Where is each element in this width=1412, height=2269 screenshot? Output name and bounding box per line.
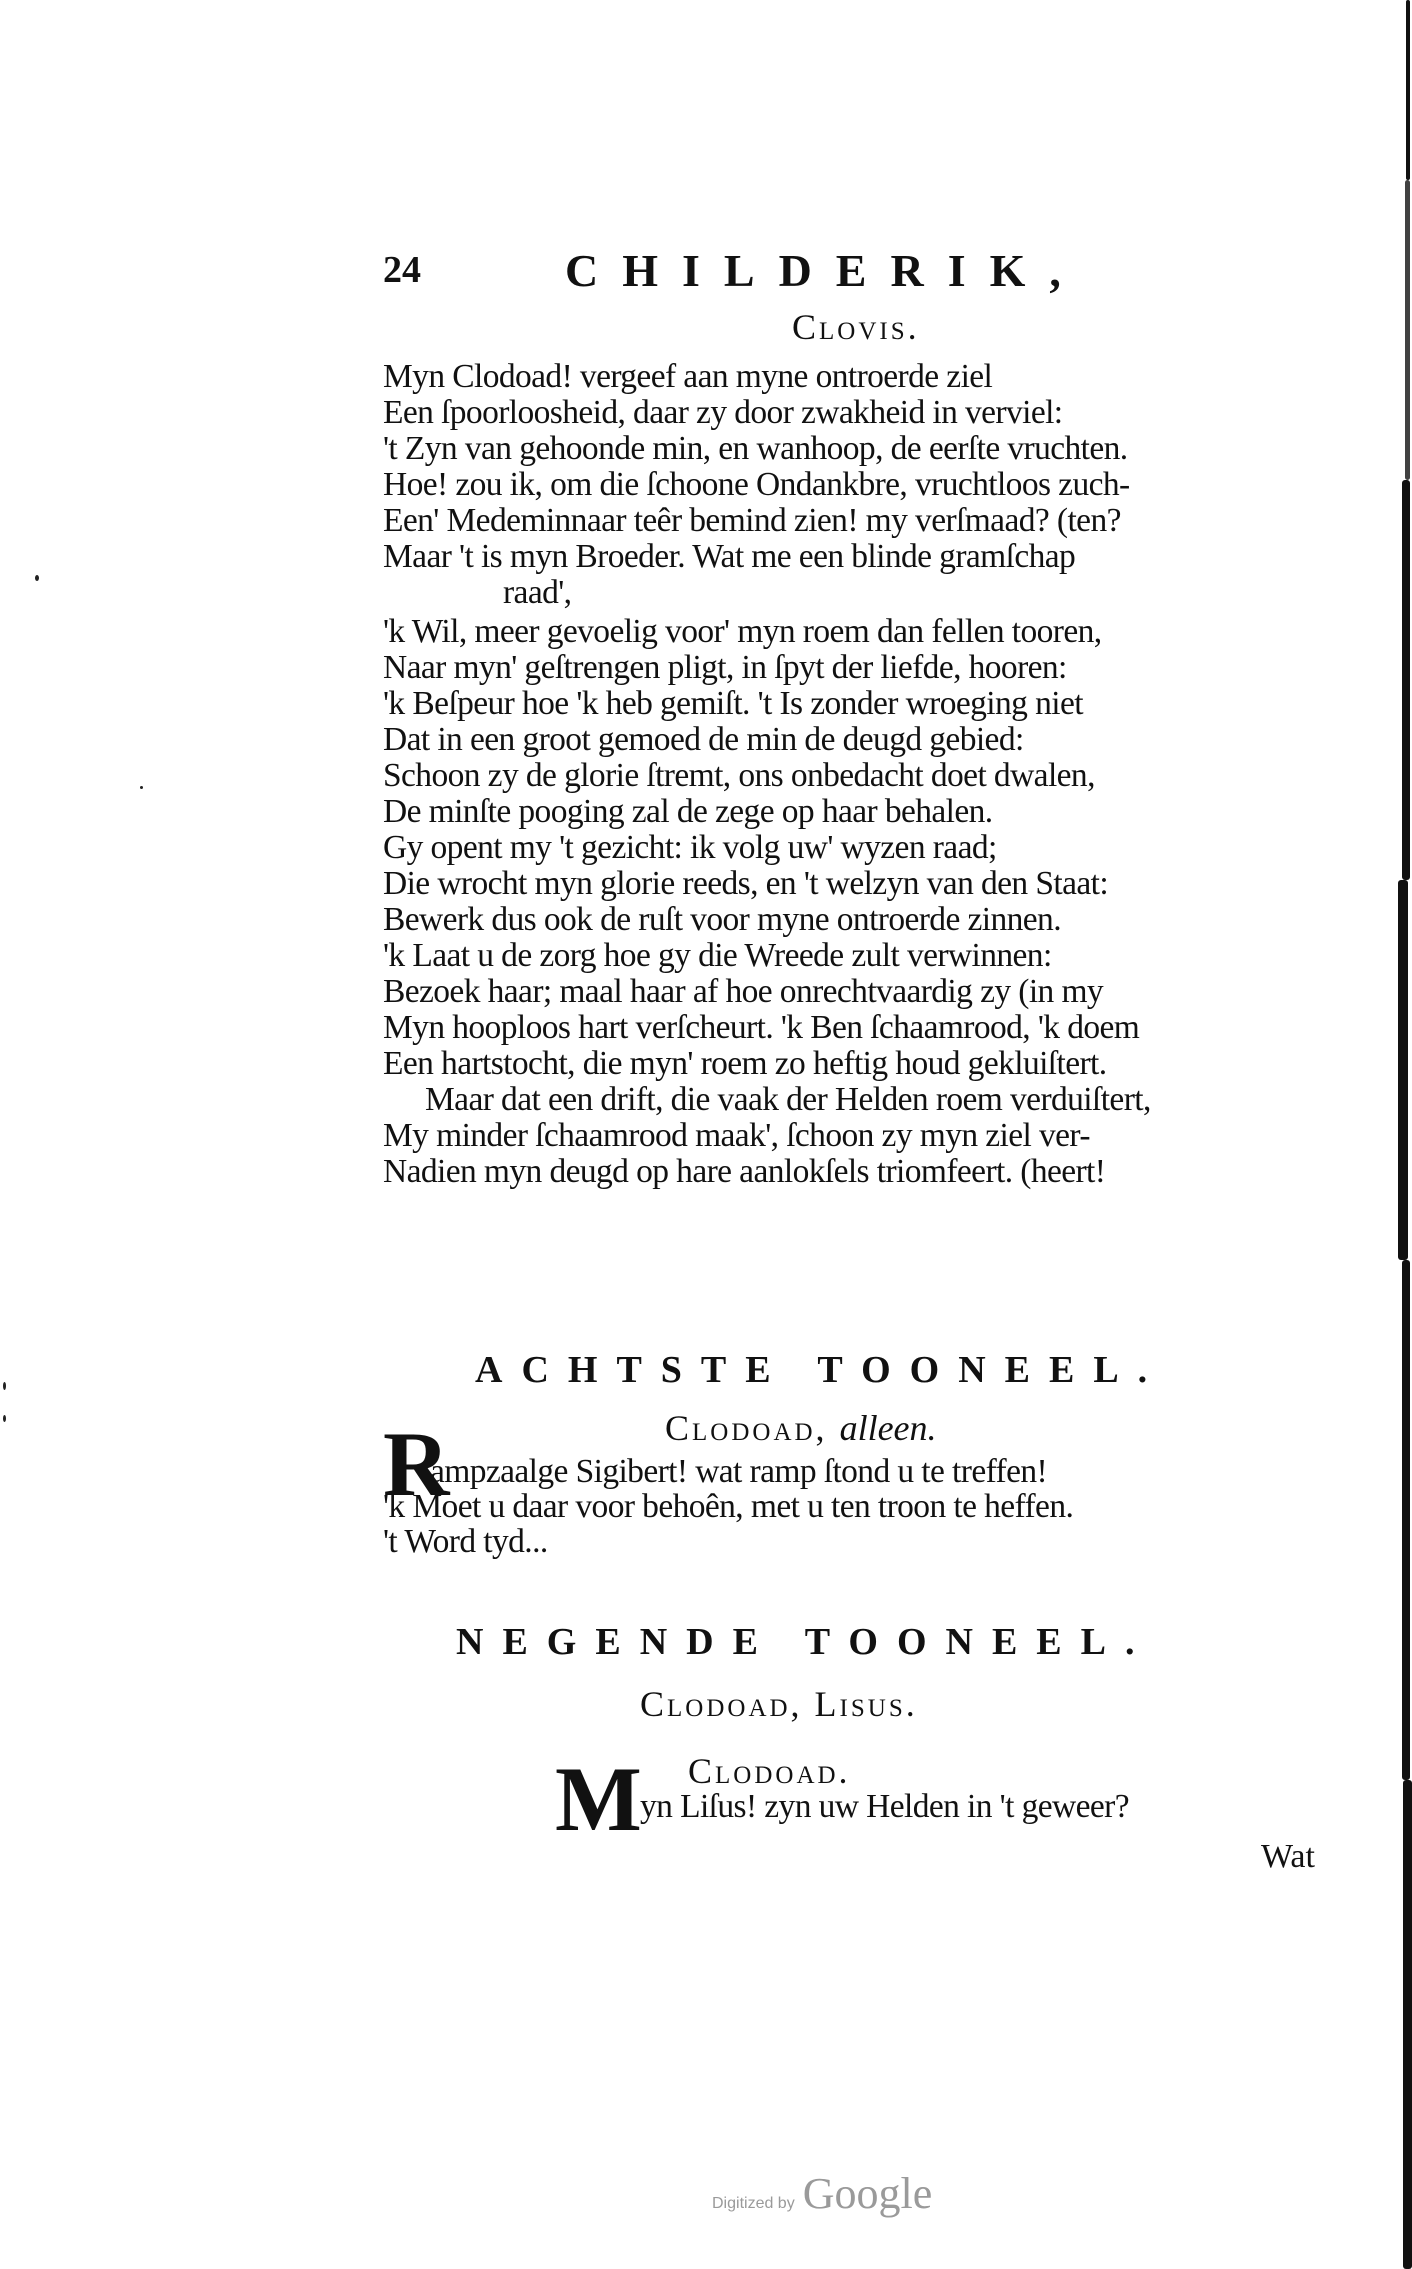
running-title: CHILDERIK, <box>565 245 1085 296</box>
verse-line: My minder ſchaamrood maak', ſchoon zy myn ziel ver- <box>383 1117 1090 1154</box>
cast-list: Clodoad, Liſus. <box>640 1684 918 1724</box>
verse-line: 't Word tyd... <box>383 1523 548 1560</box>
watermark-prefix: Digitized by <box>712 2195 795 2212</box>
catchword: Wat <box>1261 1838 1315 1875</box>
drop-cap-m: M <box>555 1748 642 1850</box>
scan-speck <box>3 1382 6 1390</box>
verse-line: Een' Medeminnaar teêr bemind zien! my verſmaad? (ten? <box>383 502 1121 539</box>
stage-direction: alleen. <box>839 1408 937 1448</box>
verse-line: Een hartstocht, die myn' roem zo heftig houd gekluiſtert. <box>383 1045 1107 1082</box>
speaker-clodoad-alleen <box>665 1407 937 1449</box>
verse-line: 'k Wil, meer gevoelig voor' myn roem dan fellen tooren, <box>383 613 1102 650</box>
verse-line: 'k Moet u daar voor behoên, met u ten troon te heffen. <box>383 1488 1074 1525</box>
verse-line: Myn Clodoad! vergeef aan myne ontroerde ziel <box>383 358 993 395</box>
digitized-by-watermark <box>712 2168 932 2219</box>
verse-line: Bezoek haar; maal haar af hoe onrechtvaardig zy (in my <box>383 973 1104 1010</box>
verse-line: Dat in een groot gemoed de min de deugd gebied: <box>383 721 1024 758</box>
verse-line: Hoe! zou ik, om die ſchoone Ondankbre, vruchtloos zuch- <box>383 466 1130 503</box>
verse-line: Bewerk dus ook de ruſt voor myne ontroerde zinnen. <box>383 901 1061 938</box>
page-edge-shadow <box>1396 0 1412 2269</box>
scene-heading-negende-tooneel: NEGENDE TOONEEL. <box>456 1621 1154 1663</box>
verse-line: Schoon zy de glorie ſtremt, ons onbedacht doet dwalen, <box>383 757 1095 794</box>
scan-speck <box>140 786 143 789</box>
verse-line: Die wrocht myn glorie reeds, en 't welzyn van den Staat: <box>383 865 1109 902</box>
scene-heading-achtste-tooneel: ACHTSTE TOONEEL. <box>475 1349 1167 1391</box>
google-logo-text: Google <box>802 2169 933 2218</box>
verse-line: Naar myn' geſtrengen pligt, in ſpyt der liefde, hooren: <box>383 649 1067 686</box>
verse-line: Maar 't is myn Broeder. Wat me een blinde gramſchap <box>383 538 1076 575</box>
speaker-clovis: Clovis. <box>792 307 920 347</box>
verse-line: 'k Laat u de zorg hoe gy die Wreede zult verwinnen: <box>383 937 1052 974</box>
verse-line-turnover: raad', <box>503 574 572 611</box>
verse-line: Nadien myn deugd op hare aanlokſels triomfeert. (heert! <box>383 1153 1106 1190</box>
verse-line: De minſte pooging zal de zege op haar behalen. <box>383 793 993 830</box>
verse-line: ampzaalge Sigibert! wat ramp ſtond u te treffen! <box>430 1453 1048 1490</box>
verse-line: Een ſpoorloosheid, daar zy door zwakheid in verviel: <box>383 394 1063 431</box>
verse-line: 'k Beſpeur hoe 'k heb gemiſt. 't Is zonder wroeging niet <box>383 685 1083 722</box>
verse-line: Gy opent my 't gezicht: ik volg uw' wyzen raad; <box>383 829 997 866</box>
verse-line: Myn hooploos hart verſcheurt. 'k Ben ſchaamrood, 'k doem <box>383 1009 1140 1046</box>
speaker-name: Clodoad, <box>665 1408 828 1448</box>
drop-cap-r: R <box>383 1413 450 1515</box>
scan-speck <box>3 1415 6 1422</box>
verse-line: yn Liſus! zyn uw Helden in 't geweer? <box>640 1788 1129 1825</box>
verse-line: 't Zyn van gehoonde min, en wanhoop, de eerſte vruchten. <box>383 430 1128 467</box>
page-number: 24 <box>383 249 421 291</box>
verse-line: Maar dat een drift, die vaak der Helden roem verduiſtert, <box>425 1081 1151 1118</box>
scan-speck <box>35 575 39 581</box>
speaker-clodoad: Clodoad. <box>688 1751 851 1791</box>
